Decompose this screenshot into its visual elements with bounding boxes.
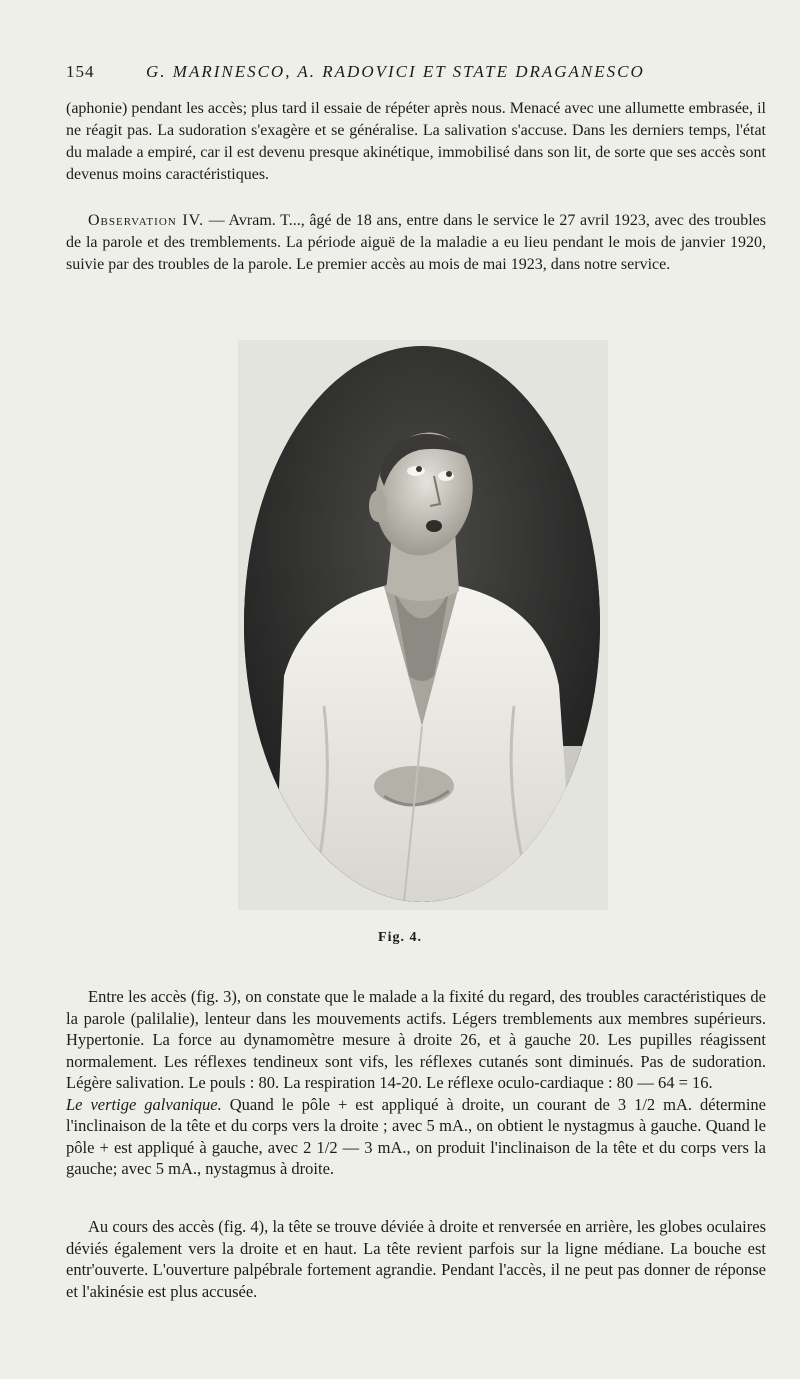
paragraph-text: (aphonie) pendant les accès; plus tard il essaie de répéter après nous. Menacé avec une allumette embrasée, il ne réagit pas. La sudoration s'exagère et se généralise. La salivation s'accuse. Dans les derniers temps, l'état du malade a empiré, car il est devenu presque akinétique, immobilisé dans son lit, de sorte que ses accès sont devenus moins caractéristiques. bbox=[66, 100, 766, 183]
paragraph-text: Au cours des accès (fig. 4), la tête se trouve déviée à droite et renversée en arrière, les globes oculaires déviés également vers la droite et en haut. La tête revient parfois sur la ligne médiane. La bouche est entr'ouverte. L'ouverture palpébrale fortement agrandie. Pendant l'accès, il ne peut pas donner de réponse et l'akinésie est plus accusée. bbox=[66, 1217, 766, 1301]
page-number: 154 bbox=[66, 62, 95, 81]
paragraph-text: — Avram. T..., âgé de 18 ans, entre dans le service le 27 avril 1923, avec des troubles de la parole et des tremblements. La période aiguë de la maladie a eu lieu pendant le mois de janvier 1920, suivie par des troubles de la parole. Le premier accès au mois de mai 1923, dans notre service. bbox=[66, 212, 766, 273]
paragraph-text-wrapper bbox=[66, 1094, 766, 1180]
vertige-galvanique-label: Le vertige galvanique. bbox=[66, 1094, 222, 1114]
running-head: G. MARINESCO, A. RADOVICI ET STATE DRAGANESCO bbox=[146, 62, 645, 81]
observation-label: Observation IV. bbox=[88, 212, 205, 229]
figure-photograph bbox=[244, 346, 600, 902]
patient-portrait-image bbox=[244, 346, 600, 902]
paragraph-text: Entre les accès (fig. 3), on constate que le malade a la fixité du regard, des troubles caractéristiques de la parole (palilalie), lenteur dans les mouvements actifs. Légers tremblements aux membres supérieurs. Hypertonie. La force au dynamomètre mesure à droite 26, et à gauche 20. Les pupilles réagissent normalement. Les réflexes tendineux sont vifs, les réflexes cutanés sont diminués. Pas de sudoration. Légère salivation. Le pouls : 80. La respiration 14-20. Le réflexe oculo-cardiaque : 80 — 64 = 16. bbox=[66, 987, 766, 1092]
figure-caption: Fig. 4. bbox=[378, 930, 422, 945]
paragraph-aphonie bbox=[66, 98, 766, 186]
paragraph-observation-iv bbox=[66, 210, 766, 276]
paragraph-au-cours-des-acces bbox=[66, 1216, 766, 1302]
paragraph-text-wrapper bbox=[66, 210, 766, 276]
paragraph-entre-les-acces bbox=[66, 986, 766, 1180]
paragraph-text: Quand le pôle + est appliqué à droite, un courant de 3 1/2 mA. détermine l'inclinaison de la tête et du corps vers la droite ; avec 5 mA., on obtient le nystagmus à gauche. Quand le pôle + est appliqué à gauche, avec 2 1/2 — 3 mA., on produit l'inclinaison de la tête et du corps vers la gauche; avec 5 mA., nystagmus à droite. bbox=[66, 1094, 766, 1178]
